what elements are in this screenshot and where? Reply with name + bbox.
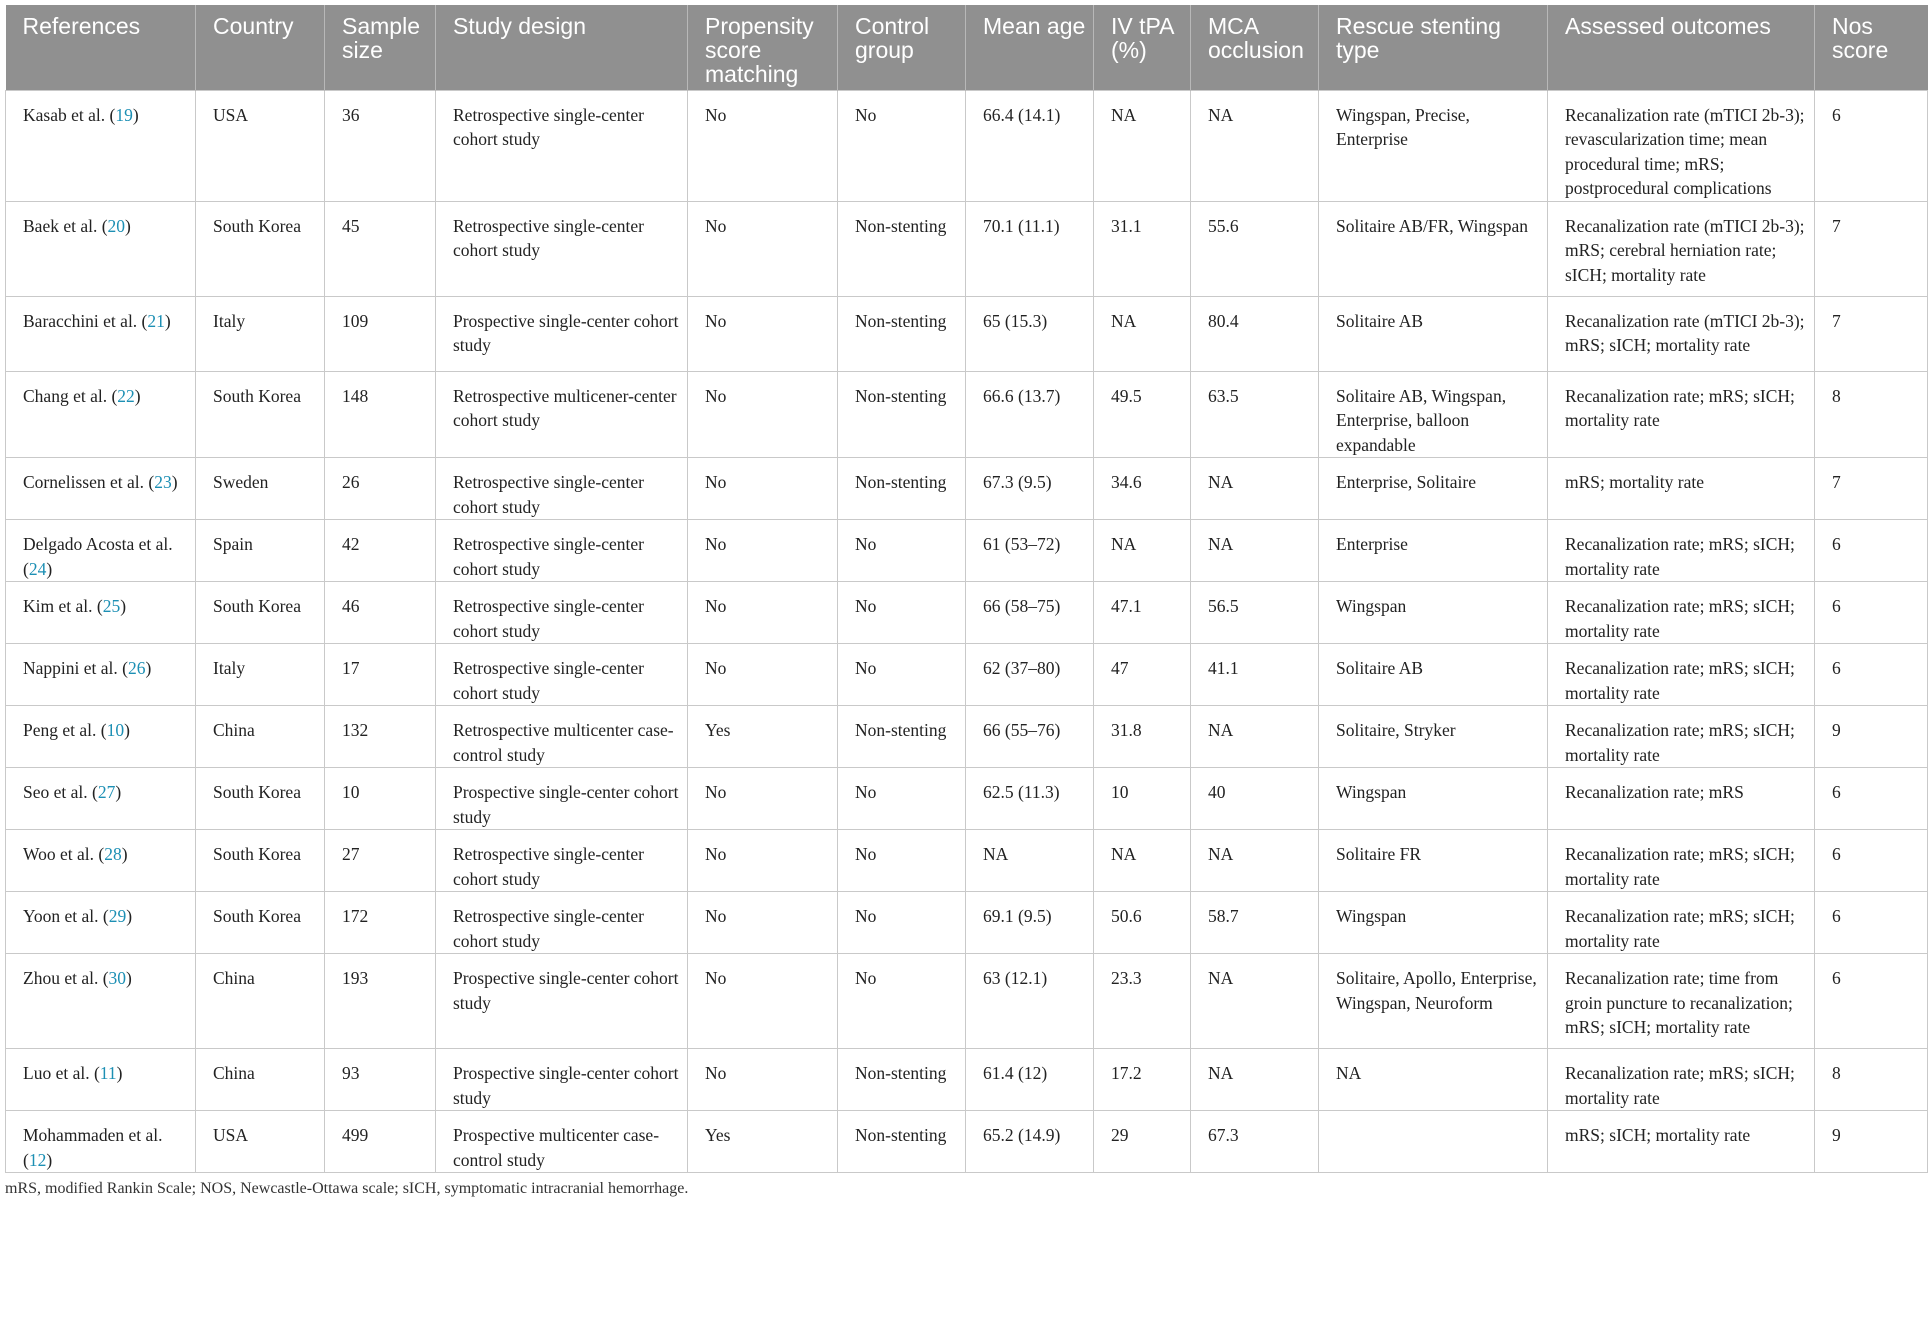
cell-control-group: Non-stenting <box>838 1111 966 1173</box>
cell-country: China <box>196 1049 325 1111</box>
reference-text-end: ) <box>164 310 171 331</box>
reference-text-end: ) <box>145 658 152 678</box>
cell-mca-occlusion: 56.5 <box>1191 582 1319 644</box>
cell-mean-age: 61.4 (12) <box>966 1049 1094 1111</box>
cell-nos-score: 6 <box>1815 892 1928 954</box>
cell-reference <box>6 371 196 458</box>
cell-iv-tpa: NA <box>1094 830 1191 892</box>
cell-mean-age: 65 (15.3) <box>966 296 1094 371</box>
header-sample-size: Sample size <box>325 5 436 90</box>
reference-text-end: ) <box>121 844 128 864</box>
cell-propensity-score-matching: Yes <box>688 706 838 768</box>
reference-text: Kim et al. ( <box>23 596 103 616</box>
cell-reference <box>6 644 196 706</box>
cell-mca-occlusion: 55.6 <box>1191 201 1319 296</box>
cell-rescue-stenting-type <box>1319 1111 1548 1173</box>
citation-link[interactable]: 12 <box>28 1149 47 1170</box>
cell-rescue-stenting-type: Solitaire FR <box>1319 830 1548 892</box>
cell-iv-tpa: NA <box>1094 296 1191 371</box>
cell-mean-age: 61 (53–72) <box>966 520 1094 582</box>
reference-text-end: ) <box>124 720 130 740</box>
table-row <box>6 892 1928 954</box>
cell-control-group: No <box>838 644 966 706</box>
cell-sample-size: 27 <box>325 830 436 892</box>
citation-link[interactable]: 20 <box>107 215 126 236</box>
cell-study-design: Retrospective single-center cohort study <box>436 90 688 201</box>
cell-study-design: Retrospective single-center cohort study <box>436 201 688 296</box>
cell-nos-score: 8 <box>1815 1049 1928 1111</box>
cell-mca-occlusion: NA <box>1191 706 1319 768</box>
citation-link[interactable]: 22 <box>117 385 135 406</box>
cell-sample-size: 148 <box>325 371 436 458</box>
cell-nos-score: 6 <box>1815 768 1928 830</box>
cell-reference <box>6 1049 196 1111</box>
citation-link[interactable]: 29 <box>108 906 127 926</box>
cell-nos-score: 6 <box>1815 954 1928 1049</box>
cell-nos-score: 7 <box>1815 296 1928 371</box>
citation-link[interactable]: 19 <box>115 104 133 125</box>
cell-mca-occlusion: NA <box>1191 458 1319 520</box>
cell-reference <box>6 90 196 201</box>
reference-text: Baek et al. ( <box>23 215 108 236</box>
cell-mean-age: 66 (55–76) <box>966 706 1094 768</box>
cell-mca-occlusion: 40 <box>1191 768 1319 830</box>
cell-assessed-outcomes: Recanalization rate (mTICI 2b-3); mRS; sICH; mortality rate <box>1548 296 1815 371</box>
cell-country: USA <box>196 1111 325 1173</box>
cell-study-design: Retrospective single-center cohort study <box>436 582 688 644</box>
cell-mca-occlusion: 80.4 <box>1191 296 1319 371</box>
cell-study-design: Prospective single-center cohort study <box>436 768 688 830</box>
cell-mca-occlusion: 63.5 <box>1191 371 1319 458</box>
cell-rescue-stenting-type: NA <box>1319 1049 1548 1111</box>
cell-propensity-score-matching: No <box>688 296 838 371</box>
cell-reference <box>6 582 196 644</box>
cell-mca-occlusion: NA <box>1191 1049 1319 1111</box>
cell-nos-score: 8 <box>1815 371 1928 458</box>
citation-link[interactable]: 25 <box>102 596 121 616</box>
cell-control-group: Non-stenting <box>838 1049 966 1111</box>
header-country: Country <box>196 5 325 90</box>
table-row <box>6 371 1928 458</box>
cell-reference <box>6 768 196 830</box>
cell-control-group: Non-stenting <box>838 706 966 768</box>
citation-link[interactable]: 21 <box>147 310 165 331</box>
cell-study-design: Prospective multicenter case-control study <box>436 1111 688 1173</box>
cell-sample-size: 42 <box>325 520 436 582</box>
citation-link[interactable]: 11 <box>99 1063 117 1083</box>
table-row <box>6 644 1928 706</box>
cell-propensity-score-matching: No <box>688 954 838 1049</box>
cell-nos-score: 6 <box>1815 520 1928 582</box>
study-characteristics-table <box>5 5 1928 1173</box>
cell-propensity-score-matching: No <box>688 582 838 644</box>
cell-country: USA <box>196 90 325 201</box>
cell-iv-tpa: 31.1 <box>1094 201 1191 296</box>
cell-mca-occlusion: NA <box>1191 830 1319 892</box>
cell-reference <box>6 296 196 371</box>
cell-propensity-score-matching: No <box>688 371 838 458</box>
cell-sample-size: 10 <box>325 768 436 830</box>
reference-text-end: ) <box>115 782 122 802</box>
table-row <box>6 1111 1928 1173</box>
cell-study-design: Prospective single-center cohort study <box>436 1049 688 1111</box>
study-characteristics-table-container <box>5 5 1927 1198</box>
citation-link[interactable]: 26 <box>127 658 146 678</box>
cell-assessed-outcomes: Recanalization rate; mRS; sICH; mortality rate <box>1548 1049 1815 1111</box>
cell-sample-size: 109 <box>325 296 436 371</box>
cell-study-design: Retrospective single-center cohort study <box>436 644 688 706</box>
reference-text-end: ) <box>120 596 127 616</box>
cell-propensity-score-matching: Yes <box>688 1111 838 1173</box>
cell-country: China <box>196 706 325 768</box>
cell-nos-score: 7 <box>1815 458 1928 520</box>
table-row <box>6 768 1928 830</box>
header-control-group: Control group <box>838 5 966 90</box>
cell-mean-age: 70.1 (11.1) <box>966 201 1094 296</box>
reference-text: Cornelissen et al. ( <box>23 472 155 492</box>
reference-text: Yoon et al. ( <box>23 906 109 926</box>
cell-mca-occlusion: 67.3 <box>1191 1111 1319 1173</box>
cell-mean-age: 66.4 (14.1) <box>966 90 1094 201</box>
cell-country: Sweden <box>196 458 325 520</box>
table-row <box>6 458 1928 520</box>
cell-propensity-score-matching: No <box>688 644 838 706</box>
cell-control-group: Non-stenting <box>838 458 966 520</box>
cell-mean-age: 65.2 (14.9) <box>966 1111 1094 1173</box>
cell-country: Italy <box>196 644 325 706</box>
table-row <box>6 296 1928 371</box>
reference-text-end: ) <box>46 558 53 579</box>
cell-assessed-outcomes: mRS; mortality rate <box>1548 458 1815 520</box>
cell-nos-score: 6 <box>1815 582 1928 644</box>
cell-assessed-outcomes: Recanalization rate; mRS; sICH; mortality rate <box>1548 830 1815 892</box>
cell-control-group: No <box>838 892 966 954</box>
cell-rescue-stenting-type: Solitaire, Stryker <box>1319 706 1548 768</box>
cell-reference <box>6 954 196 1049</box>
cell-mca-occlusion: NA <box>1191 520 1319 582</box>
cell-control-group: No <box>838 830 966 892</box>
citation-link[interactable]: 23 <box>154 472 172 492</box>
cell-iv-tpa: 34.6 <box>1094 458 1191 520</box>
cell-assessed-outcomes: Recanalization rate; mRS; sICH; mortality rate <box>1548 582 1815 644</box>
reference-text: Seo et al. ( <box>23 782 98 802</box>
citation-link[interactable]: 24 <box>28 558 47 579</box>
table-header-row <box>6 5 1928 90</box>
cell-country: Italy <box>196 296 325 371</box>
cell-propensity-score-matching: No <box>688 90 838 201</box>
cell-iv-tpa: 23.3 <box>1094 954 1191 1049</box>
cell-sample-size: 132 <box>325 706 436 768</box>
cell-mean-age: 62.5 (11.3) <box>966 768 1094 830</box>
cell-mean-age: 67.3 (9.5) <box>966 458 1094 520</box>
reference-text-end: ) <box>125 215 131 236</box>
cell-assessed-outcomes: Recanalization rate; mRS <box>1548 768 1815 830</box>
header-assessed-outcomes: Assessed outcomes <box>1548 5 1815 90</box>
cell-assessed-outcomes: Recanalization rate; time from groin puncture to recanalization; mRS; sICH; mortality rate <box>1548 954 1815 1049</box>
citation-link[interactable]: 10 <box>106 720 125 740</box>
cell-propensity-score-matching: No <box>688 768 838 830</box>
cell-rescue-stenting-type: Enterprise, Solitaire <box>1319 458 1548 520</box>
cell-mean-age: NA <box>966 830 1094 892</box>
header-mca-occlusion: MCA occlusion <box>1191 5 1319 90</box>
cell-mca-occlusion: NA <box>1191 90 1319 201</box>
cell-rescue-stenting-type: Solitaire AB/FR, Wingspan <box>1319 201 1548 296</box>
cell-control-group: No <box>838 768 966 830</box>
cell-study-design: Retrospective single-center cohort study <box>436 830 688 892</box>
citation-link[interactable]: 30 <box>108 968 127 988</box>
cell-study-design: Retrospective single-center cohort study <box>436 458 688 520</box>
cell-iv-tpa: 10 <box>1094 768 1191 830</box>
citation-link[interactable]: 27 <box>97 782 116 802</box>
cell-rescue-stenting-type: Wingspan <box>1319 582 1548 644</box>
cell-control-group: Non-stenting <box>838 371 966 458</box>
cell-mean-age: 62 (37–80) <box>966 644 1094 706</box>
cell-iv-tpa: 47.1 <box>1094 582 1191 644</box>
reference-text: Peng et al. ( <box>23 720 107 740</box>
cell-study-design: Retrospective single-center cohort study <box>436 892 688 954</box>
cell-assessed-outcomes: mRS; sICH; mortality rate <box>1548 1111 1815 1173</box>
reference-text: Baracchini et al. ( <box>23 310 148 331</box>
reference-text-end: ) <box>126 906 133 926</box>
cell-rescue-stenting-type: Wingspan <box>1319 768 1548 830</box>
reference-text-end: ) <box>116 1063 123 1083</box>
cell-nos-score: 9 <box>1815 1111 1928 1173</box>
cell-assessed-outcomes: Recanalization rate (mTICI 2b-3); mRS; cerebral herniation rate; sICH; mortality rate <box>1548 201 1815 296</box>
cell-country: Spain <box>196 520 325 582</box>
reference-text-end: ) <box>132 104 139 125</box>
header-references: References <box>6 5 196 90</box>
cell-control-group: Non-stenting <box>838 296 966 371</box>
cell-reference <box>6 1111 196 1173</box>
cell-sample-size: 46 <box>325 582 436 644</box>
cell-assessed-outcomes: Recanalization rate; mRS; sICH; mortality rate <box>1548 892 1815 954</box>
cell-country: South Korea <box>196 768 325 830</box>
cell-reference <box>6 201 196 296</box>
cell-sample-size: 36 <box>325 90 436 201</box>
cell-iv-tpa: 50.6 <box>1094 892 1191 954</box>
cell-rescue-stenting-type: Solitaire AB <box>1319 296 1548 371</box>
cell-study-design: Retrospective multicenter case-control study <box>436 706 688 768</box>
cell-reference <box>6 458 196 520</box>
cell-control-group: No <box>838 520 966 582</box>
cell-study-design: Prospective single-center cohort study <box>436 296 688 371</box>
cell-nos-score: 6 <box>1815 830 1928 892</box>
cell-propensity-score-matching: No <box>688 520 838 582</box>
table-row <box>6 201 1928 296</box>
cell-rescue-stenting-type: Solitaire AB <box>1319 644 1548 706</box>
header-study-design: Study design <box>436 5 688 90</box>
reference-text-end: ) <box>134 385 141 406</box>
reference-text: Chang et al. ( <box>23 385 118 406</box>
cell-nos-score: 9 <box>1815 706 1928 768</box>
cell-rescue-stenting-type: Wingspan, Precise, Enterprise <box>1319 90 1548 201</box>
cell-assessed-outcomes: Recanalization rate; mRS; sICH; mortality rate <box>1548 706 1815 768</box>
cell-iv-tpa: 29 <box>1094 1111 1191 1173</box>
table-row <box>6 706 1928 768</box>
cell-country: South Korea <box>196 892 325 954</box>
cell-control-group: Non-stenting <box>838 201 966 296</box>
cell-rescue-stenting-type: Enterprise <box>1319 520 1548 582</box>
cell-control-group: No <box>838 582 966 644</box>
cell-mean-age: 69.1 (9.5) <box>966 892 1094 954</box>
reference-text: Zhou et al. ( <box>23 968 109 988</box>
reference-text: Nappini et al. ( <box>23 658 128 678</box>
table-row <box>6 954 1928 1049</box>
cell-nos-score: 6 <box>1815 90 1928 201</box>
table-row <box>6 830 1928 892</box>
header-nos-score: Nos score <box>1815 5 1928 90</box>
cell-mca-occlusion: 58.7 <box>1191 892 1319 954</box>
cell-reference <box>6 520 196 582</box>
header-mean-age: Mean age <box>966 5 1094 90</box>
reference-text: Delgado Acosta et al. ( <box>23 534 173 579</box>
reference-text: Kasab et al. ( <box>23 104 116 125</box>
cell-mean-age: 66.6 (13.7) <box>966 371 1094 458</box>
cell-assessed-outcomes: Recanalization rate (mTICI 2b-3); revascularization time; mean procedural time; mRS; postprocedural complications <box>1548 90 1815 201</box>
cell-country: South Korea <box>196 201 325 296</box>
reference-text: Woo et al. ( <box>23 844 105 864</box>
cell-nos-score: 7 <box>1815 201 1928 296</box>
cell-control-group: No <box>838 90 966 201</box>
reference-text: Mohammaden et al. ( <box>23 1125 163 1170</box>
cell-sample-size: 45 <box>325 201 436 296</box>
cell-country: China <box>196 954 325 1049</box>
citation-link[interactable]: 28 <box>104 844 122 864</box>
cell-sample-size: 93 <box>325 1049 436 1111</box>
cell-reference <box>6 892 196 954</box>
cell-iv-tpa: NA <box>1094 90 1191 201</box>
cell-sample-size: 26 <box>325 458 436 520</box>
cell-assessed-outcomes: Recanalization rate; mRS; sICH; mortality rate <box>1548 371 1815 458</box>
cell-propensity-score-matching: No <box>688 1049 838 1111</box>
cell-rescue-stenting-type: Solitaire AB, Wingspan, Enterprise, balloon expandable <box>1319 371 1548 458</box>
cell-iv-tpa: 47 <box>1094 644 1191 706</box>
table-row <box>6 520 1928 582</box>
table-row <box>6 90 1928 201</box>
cell-sample-size: 193 <box>325 954 436 1049</box>
cell-propensity-score-matching: No <box>688 201 838 296</box>
cell-iv-tpa: 17.2 <box>1094 1049 1191 1111</box>
cell-sample-size: 17 <box>325 644 436 706</box>
header-propensity-score-matching: Propensity score matching <box>688 5 838 90</box>
reference-text-end: ) <box>126 968 132 988</box>
cell-country: South Korea <box>196 371 325 458</box>
table-body <box>6 90 1928 1173</box>
cell-study-design: Prospective single-center cohort study <box>436 954 688 1049</box>
cell-assessed-outcomes: Recanalization rate; mRS; sICH; mortality rate <box>1548 644 1815 706</box>
cell-iv-tpa: NA <box>1094 520 1191 582</box>
cell-nos-score: 6 <box>1815 644 1928 706</box>
cell-country: South Korea <box>196 582 325 644</box>
header-iv-tpa: IV tPA (%) <box>1094 5 1191 90</box>
table-row <box>6 1049 1928 1111</box>
reference-text: Luo et al. ( <box>23 1063 100 1083</box>
cell-sample-size: 499 <box>325 1111 436 1173</box>
reference-text-end: ) <box>171 472 178 492</box>
cell-rescue-stenting-type: Solitaire, Apollo, Enterprise, Wingspan, Neuroform <box>1319 954 1548 1049</box>
cell-mca-occlusion: 41.1 <box>1191 644 1319 706</box>
cell-iv-tpa: 49.5 <box>1094 371 1191 458</box>
cell-propensity-score-matching: No <box>688 458 838 520</box>
cell-sample-size: 172 <box>325 892 436 954</box>
table-row <box>6 582 1928 644</box>
reference-text-end: ) <box>46 1149 53 1170</box>
cell-iv-tpa: 31.8 <box>1094 706 1191 768</box>
cell-control-group: No <box>838 954 966 1049</box>
cell-assessed-outcomes: Recanalization rate; mRS; sICH; mortality rate <box>1548 520 1815 582</box>
cell-country: South Korea <box>196 830 325 892</box>
cell-mean-age: 66 (58–75) <box>966 582 1094 644</box>
table-footnote: mRS, modified Rankin Scale; NOS, Newcastle-Ottawa scale; sICH, symptomatic intracranial hemorrhage. <box>5 1180 689 1197</box>
cell-mca-occlusion: NA <box>1191 954 1319 1049</box>
cell-rescue-stenting-type: Wingspan <box>1319 892 1548 954</box>
cell-study-design: Retrospective single-center cohort study <box>436 520 688 582</box>
cell-reference <box>6 706 196 768</box>
cell-mean-age: 63 (12.1) <box>966 954 1094 1049</box>
cell-reference <box>6 830 196 892</box>
cell-propensity-score-matching: No <box>688 892 838 954</box>
header-rescue-stenting-type: Rescue stenting type <box>1319 5 1548 90</box>
cell-propensity-score-matching: No <box>688 830 838 892</box>
cell-study-design: Retrospective multicener-center cohort study <box>436 371 688 458</box>
